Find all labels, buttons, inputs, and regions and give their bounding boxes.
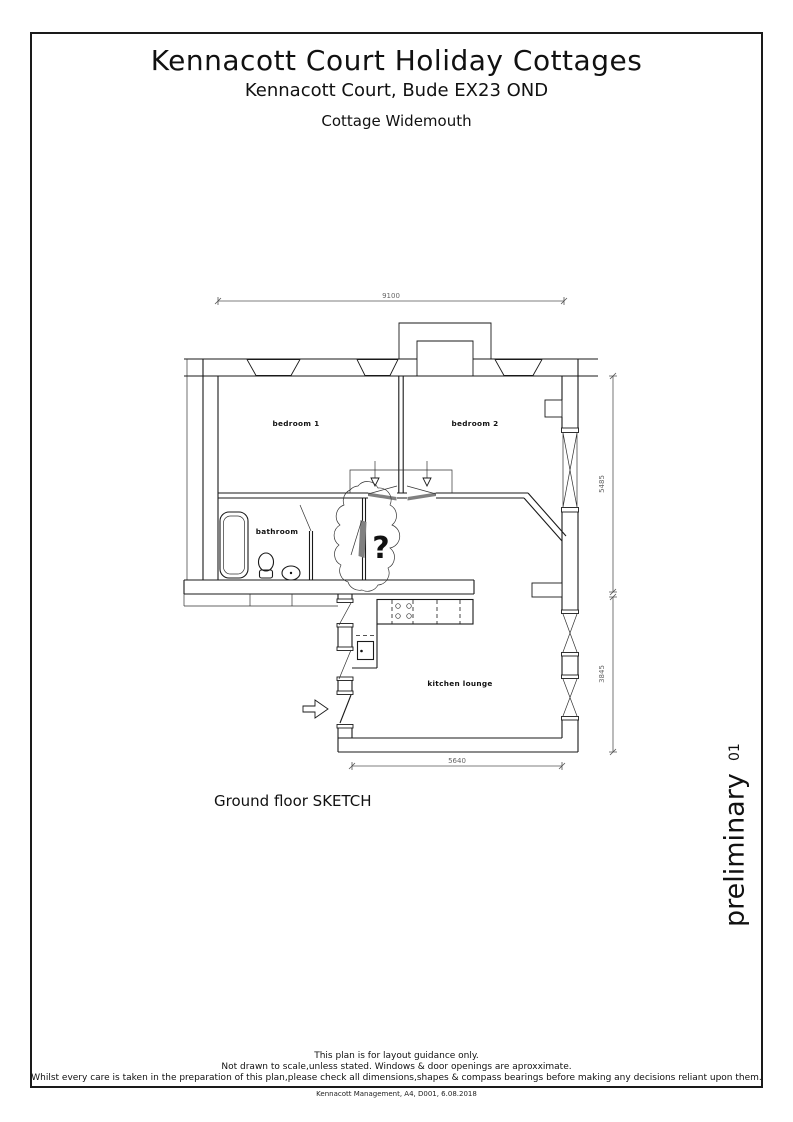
svg-text:3845: 3845 (598, 665, 606, 683)
kitchen-fittings (352, 600, 473, 669)
disclaimer-line1: This plan is for layout guidance only. (314, 1051, 479, 1061)
svg-text:5640: 5640 (448, 757, 466, 765)
front-windows (247, 360, 542, 376)
svg-text:9100: 9100 (382, 292, 400, 300)
window-icon (562, 610, 579, 656)
disclaimer-line3: Whilst every care is taken in the preparation of this plan,please check all dimensions,shapes & compass bearings before making any decisions reliant upon them. (31, 1073, 762, 1083)
exterior-walls (184, 359, 598, 752)
bedroom-doors (350, 461, 452, 501)
window-icon (562, 428, 579, 512)
hob-icon (396, 604, 412, 619)
window-icon (562, 675, 579, 720)
window-icon (337, 599, 353, 627)
dimension-kitchen-width (349, 757, 565, 770)
status-note (712, 722, 758, 927)
window-icon (337, 647, 353, 681)
door-leaf (408, 493, 437, 501)
bathtub-icon (220, 512, 248, 578)
svg-text:5485: 5485 (598, 475, 606, 493)
imprint-line: Kennacott Management, A4, D001, 6.08.2018 (316, 1090, 477, 1098)
disclaimer-line2: Not drawn to scale,unless stated. Windows & door openings are aproxximate. (221, 1062, 572, 1072)
window-icon (495, 360, 542, 376)
entrance-door (337, 691, 353, 728)
bathroom-fixtures (220, 512, 300, 580)
entrance-arrow-icon (303, 700, 328, 718)
window-icon (247, 360, 300, 376)
dimension-lower-depth (598, 594, 617, 755)
window-icon (357, 360, 398, 376)
room-label-bedroom1: bedroom 1 (272, 419, 320, 428)
door-leaf (368, 493, 397, 501)
side-windows (562, 428, 579, 720)
status-revision: 01 (727, 743, 743, 762)
question-mark: ? (372, 531, 390, 566)
plan-caption: Ground floor SKETCH (214, 792, 372, 810)
sink-icon (282, 566, 300, 580)
porch (399, 323, 491, 376)
kitchen-counter (377, 600, 473, 625)
sink-unit-icon (358, 642, 374, 660)
room-label-kitchen-lounge: kitchen lounge (427, 679, 493, 688)
toilet-icon (259, 553, 274, 578)
door-arrow-icon (423, 461, 431, 486)
address-subtitle: Kennacott Court, Bude EX23 OND (244, 80, 549, 101)
dimension-overall-width (215, 292, 567, 305)
dimension-upper-depth (598, 373, 617, 595)
room-label-bathroom: bathroom (255, 527, 299, 536)
page-title: Kennacott Court Holiday Cottages (150, 44, 643, 77)
cottage-name: Cottage Widemouth (321, 112, 472, 130)
kitchen-wall-openings (337, 599, 353, 728)
status-stage: preliminary (719, 773, 751, 927)
room-label-bedroom2: bedroom 2 (451, 419, 499, 428)
